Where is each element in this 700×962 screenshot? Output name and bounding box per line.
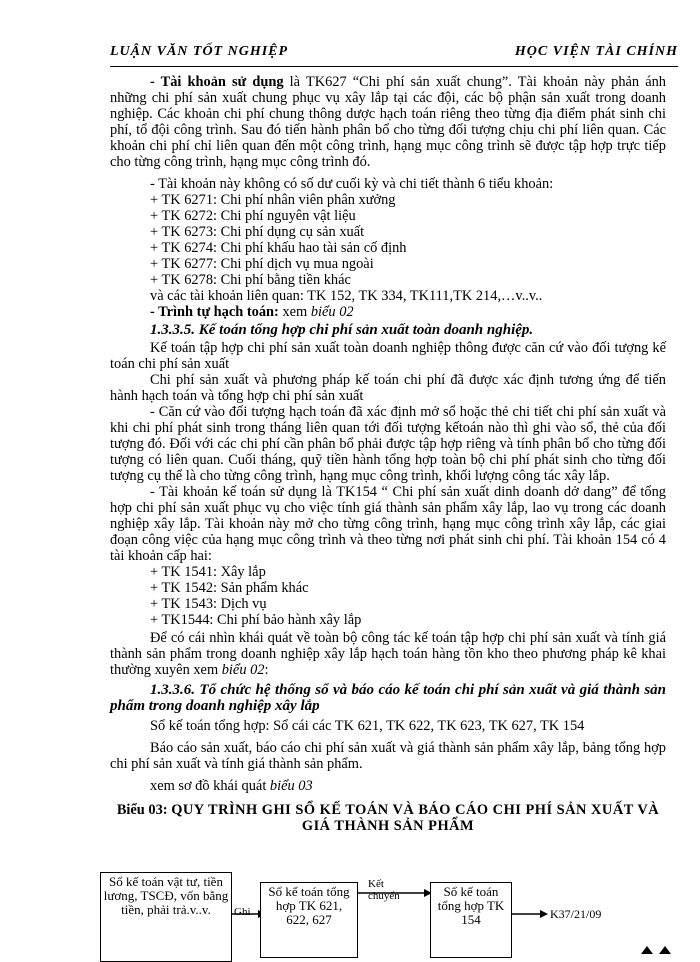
paragraph (110, 74, 666, 170)
list-item: + TK 6271: Chi phí nhân viên phân xưởng (150, 192, 396, 208)
paragraph: - Tài khoản này không có số dư cuối kỳ và chi tiết thành 6 tiểu khoản: (150, 176, 554, 192)
paragraph (110, 630, 666, 678)
paragraph-text: : (264, 662, 269, 678)
paragraph-text: Để có cái nhìn khái quát về toàn bộ công tác kế toán tập hợp chi phí sản xuất và tính giá thành sản phẩm trong doanh nghiệp xây lắp hạch toán hàng tồn kho theo phương pháp kê khai thường xuyên xem (110, 630, 666, 678)
page-header (110, 40, 678, 67)
figure-caption (110, 802, 666, 834)
caption-label: Biểu 03: (116, 802, 168, 818)
paragraph (110, 778, 666, 794)
paragraph: Sổ kế toán tổng hợp: Sổ cái các TK 621, TK 622, TK 623, TK 627, TK 154 (150, 718, 585, 734)
section-heading: 1.3.3.5. Kế toán tổng hợp chi phí sản xuất toàn doanh nghiệp. (150, 322, 534, 338)
section-heading: 1.3.3.6. Tổ chức hệ thống sổ và báo cáo kế toán chi phí sản xuất và giá thành sản phẩm trong doanh nghiệp xây lắp (110, 682, 666, 714)
flow-diagram (100, 868, 680, 960)
paragraph: và các tài khoản liên quan: TK 152, TK 334, TK111,TK 214,…v..v.. (150, 288, 543, 304)
list-item: + TK 6274: Chi phí khấu hao tài sản cố định (150, 240, 407, 256)
paragraph-text: xem sơ đồ khái quát (150, 778, 270, 794)
list-item: + TK 6272: Chi phí nguyên vật liệu (150, 208, 356, 224)
list-item: + TK 1541: Xây lắp (150, 564, 266, 580)
list-item: + TK 1543: Dịch vụ (150, 596, 267, 612)
list-item: + TK 6277: Chi phí dịch vụ mua ngoài (150, 256, 374, 272)
list-item: + TK1544: Chi phí bảo hành xây lắp (150, 612, 362, 628)
list-item: + TK 6278: Chi phí bằng tiền khác (150, 272, 351, 288)
paragraph: - Tài khoản kế toán sử dụng là TK154 “ Chi phí sản xuất dinh doanh dở dang” để tổng hợp chi phí sản xuất phục vụ cho việc tính giá thành sản phẩm xây lắp, lao vụ trong các doanh nghiệp xây lắp. Tài khoản này mở cho từng công trình, hạng mục công trình xây lắp, các giai đoạn công việc của hạng mục công trình và theo từng nơi phát sinh chi phí. Tài khoản 154 có 4 tài khoản cấp hai: (110, 484, 666, 564)
reference-link: biểu 03 (269, 778, 313, 794)
list-item: + TK 1542: Sản phẩm khác (150, 580, 309, 596)
subaccount-list (110, 192, 666, 288)
paragraph-text: là TK627 “Chi phí sản xuất chung”. Tài khoản này phản ánh những chi phí sản xuất chung phục vụ xây lắp tại các đội, các bộ phận sản xuất trong doanh nghiệp. Các khoản chi phí chung thông dược hạch toán riêng theo từng địa điểm phát sinh chi phí, tổ đội công trình. Sau đó tiến hành phân bổ cho từng đối tượng chịu chi phí liên quan. Các khoản chi phí chỉ liên quan đến một công trình, hạng mục công trình sẽ được tập hợp trực tiếp cho từng công trình, hạng mục công trình đó. (110, 74, 666, 170)
paragraph: Báo cáo sản xuất, báo cáo chi phí sản xuất và giá thành sản phẩm xây lắp, bảng tổng hợp chi phí sản xuất và tính giá thành sản phẩm. (110, 740, 666, 772)
paragraph: Chi phí sản xuất và phương pháp kế toán chi phí đã được xác định tương ứng để tiến hành hạch toán và tổng hợp chi phí sản xuất (110, 372, 666, 404)
arrow-head (659, 946, 671, 954)
reference-link: biểu 02 (221, 662, 265, 678)
document-body (110, 74, 666, 834)
reference-link: biểu 02 (310, 304, 354, 320)
flow-box-summary-621: Sổ kế toán tổng hợp TK 621, 622, 627 (260, 882, 358, 958)
paragraph-text: xem (278, 304, 311, 320)
flow-box-summary-154: Sổ kế toán tổng hợp TK 154 (430, 882, 512, 958)
header-right: HỌC VIỆN TÀI CHÍNH (514, 44, 678, 59)
arrow-head (540, 910, 548, 918)
bold-lead: - Trình tự hạch toán: (150, 304, 279, 320)
list-item: + TK 6273: Chi phí dụng cụ sản xuất (150, 224, 365, 240)
flow-label-ketchuyen: Kết chuyển (368, 878, 400, 902)
paragraph (110, 304, 666, 320)
flow-box-source-ledgers: Sổ kế toán vật tư, tiền lương, TSCĐ, vốn bằng tiền, phải trả.v..v. (100, 872, 232, 962)
flow-label-ghi: Ghi (234, 906, 251, 918)
caption-title: QUY TRÌNH GHI SỔ KẾ TOÁN VÀ BÁO CÁO CHI PHÍ SẢN XUẤT VÀ GIÁ THÀNH SẢN PHẨM (171, 802, 660, 834)
flow-label-code: K37/21/09 (550, 907, 602, 921)
bold-lead: - Tài khoản sử dụng (150, 74, 284, 90)
paragraph: - Căn cứ vào đối tượng hạch toán đã xác định mở sổ hoặc thẻ chi tiết chi phí sản xuất và khi chi phí phát sinh trong tháng liên quan tới đối tượng kếtoán nào thì ghi vào sổ, thẻ của đối tượng đó. Đối với các chi phí cần phân bổ phải được tập hợp riêng và tính phân bổ cho từng đối tượng có liên quan. Cuối tháng, quỹ tiền hành tổng hợp toàn bộ chi phí phát sinh cho từng đối tượng cụ thể là cho từng công trình, hạng mục công trình, khối lượng công tác xây lắp. (110, 404, 666, 484)
paragraph: Kế toán tập hợp chi phí sản xuất toàn doanh nghiệp thông được căn cứ vào đối tượng kế toán chi phí sản xuất (110, 340, 666, 372)
arrow-head (641, 946, 653, 954)
tk154-list (110, 564, 666, 628)
header-left: LUẬN VĂN TỐT NGHIỆP (110, 44, 289, 59)
